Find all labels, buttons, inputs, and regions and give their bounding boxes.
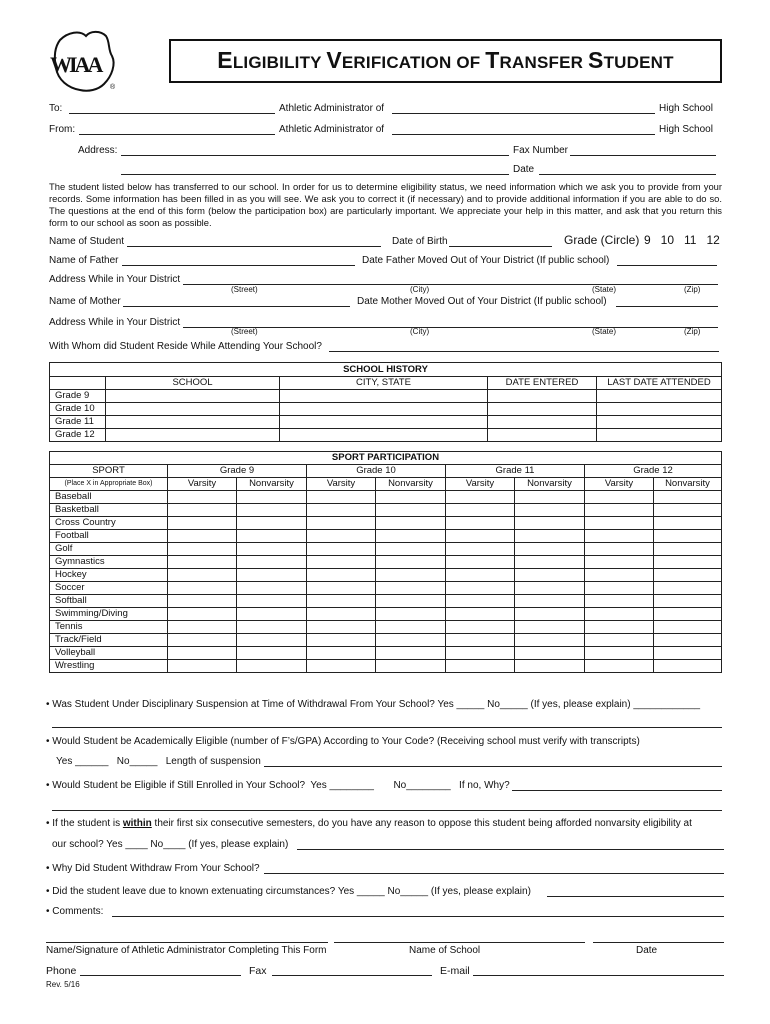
- sport-checkbox-cell[interactable]: [307, 517, 376, 530]
- grade-12-header: Grade 12: [585, 465, 722, 478]
- history-row-label: Grade 12: [50, 429, 106, 442]
- sport-name: Track/Field: [50, 634, 168, 647]
- sport-checkbox-cell[interactable]: [446, 608, 515, 621]
- question-nonvarsity-yes-no: our school? Yes ____ No____ (If yes, please explain): [52, 839, 289, 850]
- father-moved-field[interactable]: [617, 265, 717, 266]
- phone-label: Phone: [46, 965, 77, 977]
- sport-checkbox-cell[interactable]: [515, 504, 585, 517]
- history-cell[interactable]: [280, 416, 488, 429]
- mother-field[interactable]: [123, 306, 350, 307]
- to-high-school-label: High School: [659, 103, 713, 114]
- sport-checkbox-cell[interactable]: [237, 608, 307, 621]
- question-suspension: • Was Student Under Disciplinary Suspension at Time of Withdrawal From Your School? Yes _____ No_____ (If yes, please explain) ____________: [46, 699, 701, 710]
- email-field[interactable]: [473, 975, 724, 976]
- date-label: Date: [513, 164, 535, 175]
- sport-checkbox-cell[interactable]: [307, 530, 376, 543]
- from-admin-label: Athletic Administrator of: [279, 124, 385, 135]
- from-high-school-label: High School: [659, 124, 713, 135]
- nonvarsity-header: Nonvarsity: [376, 478, 446, 491]
- history-cell[interactable]: [106, 403, 280, 416]
- logo-text: WIAA: [50, 52, 101, 77]
- sport-checkbox-cell[interactable]: [237, 595, 307, 608]
- sport-checkbox-cell[interactable]: [237, 530, 307, 543]
- eligible-why-field[interactable]: [512, 790, 722, 791]
- sport-checkbox-cell[interactable]: [376, 582, 446, 595]
- sport-checkbox-cell[interactable]: [307, 647, 376, 660]
- sport-checkbox-cell[interactable]: [585, 491, 654, 504]
- sport-checkbox-cell[interactable]: [168, 517, 237, 530]
- mother-label: Name of Mother: [49, 296, 121, 307]
- sport-checkbox-cell[interactable]: [446, 556, 515, 569]
- zip-sub-1: (Zip): [684, 285, 701, 294]
- sport-checkbox-cell[interactable]: [515, 608, 585, 621]
- sport-checkbox-cell[interactable]: [515, 582, 585, 595]
- sport-checkbox-cell[interactable]: [237, 621, 307, 634]
- sport-checkbox-cell[interactable]: [376, 647, 446, 660]
- sport-checkbox-cell[interactable]: [168, 569, 237, 582]
- table-row: [50, 530, 722, 543]
- varsity-header: Varsity: [168, 478, 237, 491]
- intro-paragraph: The student listed below has transferred to our school. In order for us to determine eligibility status, we need information which we ask you to provide from your records. Some information has been filled in as you will see. We ask you to correct it (if necessary) and to provide additional information if you are able to do so. The questions at the end of this form (below the participation box) are particularly important. We appreciate your help in this matter, and ask that you return this form to our school as soon as possible.: [49, 181, 722, 228]
- sport-checkbox-cell[interactable]: [446, 569, 515, 582]
- sport-checkbox-cell[interactable]: [168, 582, 237, 595]
- history-cell[interactable]: [280, 390, 488, 403]
- table-row: [50, 621, 722, 634]
- sport-checkbox-cell[interactable]: [307, 491, 376, 504]
- table-row: [50, 390, 722, 403]
- question-withdraw: • Why Did Student Withdraw From Your School?: [46, 863, 260, 874]
- history-col-school: SCHOOL: [106, 377, 280, 390]
- sport-checkbox-cell[interactable]: [376, 660, 446, 673]
- history-cell[interactable]: [488, 403, 597, 416]
- table-row: [50, 403, 722, 416]
- sport-participation-table: [49, 451, 722, 673]
- grade-options[interactable]: 9 10 11 12: [644, 233, 720, 247]
- varsity-header: Varsity: [585, 478, 654, 491]
- sport-checkbox-cell[interactable]: [654, 530, 722, 543]
- sport-name: Volleyball: [50, 647, 168, 660]
- reside-field[interactable]: [329, 351, 719, 352]
- sport-checkbox-cell[interactable]: [446, 621, 515, 634]
- sport-checkbox-cell[interactable]: [654, 634, 722, 647]
- sport-checkbox-cell[interactable]: [585, 517, 654, 530]
- school-history-table: [49, 362, 722, 442]
- sport-checkbox-cell[interactable]: [237, 582, 307, 595]
- sport-checkbox-cell[interactable]: [168, 556, 237, 569]
- history-row-label: Grade 11: [50, 416, 106, 429]
- sport-name: Baseball: [50, 491, 168, 504]
- table-row: [50, 517, 722, 530]
- sport-checkbox-cell[interactable]: [376, 530, 446, 543]
- sport-name: Cross Country: [50, 517, 168, 530]
- city-sub-1: (City): [410, 285, 430, 294]
- sport-checkbox-cell[interactable]: [654, 504, 722, 517]
- grade-9-header: Grade 9: [168, 465, 307, 478]
- to-admin-label: Athletic Administrator of: [279, 103, 385, 114]
- state-sub-2: (State): [592, 327, 617, 336]
- sport-name: Soccer: [50, 582, 168, 595]
- revision-label: Rev. 5/16: [46, 980, 80, 989]
- sport-checkbox-cell[interactable]: [654, 569, 722, 582]
- sport-checkbox-cell[interactable]: [515, 595, 585, 608]
- school-name-field[interactable]: [334, 942, 585, 943]
- to-school-field[interactable]: [392, 113, 655, 114]
- sport-name: Wrestling: [50, 660, 168, 673]
- question-academic-yes-no: Yes ______ No_____ Length of suspension: [56, 756, 261, 767]
- sport-checkbox-cell[interactable]: [654, 660, 722, 673]
- date-field[interactable]: [539, 174, 716, 175]
- table-row: [50, 608, 722, 621]
- from-label: From:: [49, 124, 76, 135]
- sport-name: Gymnastics: [50, 556, 168, 569]
- sport-checkbox-cell[interactable]: [585, 621, 654, 634]
- sport-checkbox-cell[interactable]: [515, 647, 585, 660]
- history-cell[interactable]: [280, 403, 488, 416]
- sport-name: Football: [50, 530, 168, 543]
- sport-checkbox-cell[interactable]: [515, 569, 585, 582]
- sport-checkbox-cell[interactable]: [376, 556, 446, 569]
- sport-checkbox-cell[interactable]: [446, 517, 515, 530]
- sport-checkbox-cell[interactable]: [168, 543, 237, 556]
- sport-checkbox-cell[interactable]: [515, 556, 585, 569]
- sport-checkbox-cell[interactable]: [376, 569, 446, 582]
- sport-checkbox-cell[interactable]: [237, 569, 307, 582]
- sport-checkbox-cell[interactable]: [585, 543, 654, 556]
- sport-header: SPORT: [50, 465, 168, 478]
- mother-moved-field[interactable]: [616, 306, 718, 307]
- sport-checkbox-cell[interactable]: [307, 543, 376, 556]
- table-row: [50, 634, 722, 647]
- sport-checkbox-cell[interactable]: [654, 517, 722, 530]
- history-col-entered: DATE ENTERED: [488, 377, 597, 390]
- table-row: [50, 569, 722, 582]
- sport-checkbox-cell[interactable]: [237, 556, 307, 569]
- sport-checkbox-cell[interactable]: [376, 621, 446, 634]
- sport-checkbox-cell[interactable]: [237, 504, 307, 517]
- history-cell[interactable]: [597, 416, 722, 429]
- sport-checkbox-cell[interactable]: [585, 530, 654, 543]
- nonvarsity-explain-field[interactable]: [297, 849, 724, 850]
- sport-checkbox-cell[interactable]: [515, 660, 585, 673]
- sport-checkbox-cell[interactable]: [237, 647, 307, 660]
- table-row: [50, 582, 722, 595]
- history-cell[interactable]: [597, 390, 722, 403]
- sport-checkbox-cell[interactable]: [376, 595, 446, 608]
- sport-checkbox-cell[interactable]: [168, 595, 237, 608]
- street-sub-2: (Street): [231, 327, 258, 336]
- student-name-field[interactable]: [127, 246, 381, 247]
- sport-name: Golf: [50, 543, 168, 556]
- sport-checkbox-cell[interactable]: [237, 660, 307, 673]
- sport-checkbox-cell[interactable]: [168, 634, 237, 647]
- sport-checkbox-cell[interactable]: [654, 608, 722, 621]
- sport-checkbox-cell[interactable]: [376, 608, 446, 621]
- sport-checkbox-cell[interactable]: [376, 491, 446, 504]
- mother-moved-label: Date Mother Moved Out of Your District (If public school): [357, 296, 607, 307]
- dob-field[interactable]: [449, 246, 552, 247]
- suspension-length-field[interactable]: [264, 766, 722, 767]
- sport-checkbox-cell[interactable]: [237, 491, 307, 504]
- history-col-city: CITY, STATE: [280, 377, 488, 390]
- sport-checkbox-cell[interactable]: [446, 582, 515, 595]
- sport-checkbox-cell[interactable]: [307, 504, 376, 517]
- sport-checkbox-cell[interactable]: [654, 543, 722, 556]
- q4-pre: • If the student is: [46, 818, 123, 829]
- signature-date-field[interactable]: [593, 942, 724, 943]
- sport-checkbox-cell[interactable]: [515, 621, 585, 634]
- student-name-label: Name of Student: [49, 236, 125, 247]
- table-row: [50, 416, 722, 429]
- title-box: [169, 39, 722, 83]
- sport-rows: [50, 491, 722, 673]
- sport-checkbox-cell[interactable]: [446, 530, 515, 543]
- sport-checkbox-cell[interactable]: [585, 582, 654, 595]
- signature-label: Name/Signature of Athletic Administrator Completing This Form: [46, 945, 327, 956]
- sport-checkbox-cell[interactable]: [515, 543, 585, 556]
- sport-checkbox-cell[interactable]: [654, 582, 722, 595]
- sport-checkbox-cell[interactable]: [376, 517, 446, 530]
- sport-checkbox-cell[interactable]: [446, 504, 515, 517]
- fax-number-label: Fax Number: [513, 145, 569, 156]
- sport-checkbox-cell[interactable]: [446, 595, 515, 608]
- sport-checkbox-cell[interactable]: [446, 647, 515, 660]
- sport-checkbox-cell[interactable]: [307, 608, 376, 621]
- sport-checkbox-cell[interactable]: [585, 556, 654, 569]
- signature-field[interactable]: [46, 942, 328, 943]
- history-row-label: Grade 10: [50, 403, 106, 416]
- sport-checkbox-cell[interactable]: [376, 504, 446, 517]
- sport-checkbox-cell[interactable]: [307, 569, 376, 582]
- place-x-note: (Place X in Appropriate Box): [50, 478, 168, 491]
- table-row: [50, 647, 722, 660]
- varsity-header: Varsity: [446, 478, 515, 491]
- history-cell[interactable]: [280, 429, 488, 442]
- sport-checkbox-cell[interactable]: [515, 530, 585, 543]
- sport-checkbox-cell[interactable]: [446, 634, 515, 647]
- sport-checkbox-cell[interactable]: [585, 569, 654, 582]
- sport-checkbox-cell[interactable]: [307, 595, 376, 608]
- history-cell[interactable]: [106, 429, 280, 442]
- history-cell[interactable]: [106, 390, 280, 403]
- question-eligible: • Would Student be Eligible if Still Enrolled in Your School? Yes ________ No________ If no, Why?: [46, 780, 510, 791]
- table-row: [50, 491, 722, 504]
- sport-checkbox-cell[interactable]: [654, 556, 722, 569]
- comments-label: • Comments:: [46, 906, 104, 917]
- father-moved-label: Date Father Moved Out of Your District (If public school): [362, 255, 610, 266]
- history-cell[interactable]: [597, 429, 722, 442]
- page-title: ELIGIBILITY VERIFICATION OF TRANSFER STUDENT: [217, 47, 674, 73]
- sport-checkbox-cell[interactable]: [585, 634, 654, 647]
- grade-11-header: Grade 11: [446, 465, 585, 478]
- sport-checkbox-cell[interactable]: [654, 621, 722, 634]
- question-nonvarsity: [46, 818, 692, 830]
- sport-checkbox-cell[interactable]: [446, 491, 515, 504]
- sport-checkbox-cell[interactable]: [585, 595, 654, 608]
- sport-participation-title: SPORT PARTICIPATION: [50, 452, 722, 465]
- state-sub-1: (State): [592, 285, 617, 294]
- sport-name: Softball: [50, 595, 168, 608]
- father-label: Name of Father: [49, 255, 119, 266]
- sport-checkbox-cell[interactable]: [307, 556, 376, 569]
- eligible-why-field-2[interactable]: [52, 810, 722, 811]
- from-school-field[interactable]: [392, 134, 655, 135]
- sport-checkbox-cell[interactable]: [515, 634, 585, 647]
- sport-checkbox-cell[interactable]: [446, 660, 515, 673]
- city-sub-2: (City): [410, 327, 430, 336]
- sport-checkbox-cell[interactable]: [376, 543, 446, 556]
- question-academic: • Would Student be Academically Eligible (number of F’s/GPA) According to Your Code? (Receiving school must verify with transcripts): [46, 736, 640, 747]
- address-label: Address:: [78, 145, 118, 156]
- signature-date-label: Date: [636, 945, 658, 956]
- table-row: [50, 429, 722, 442]
- q4-post: their first six consecutive semesters, do you have any reason to oppose this student being afforded nonvarsity eligibility at: [151, 818, 692, 829]
- history-cell[interactable]: [488, 416, 597, 429]
- question-extenuating: • Did the student leave due to known extenuating circumstances? Yes _____ No_____ (If yes, please explain): [46, 886, 531, 897]
- table-row: [50, 556, 722, 569]
- sport-checkbox-cell[interactable]: [168, 608, 237, 621]
- sport-checkbox-cell[interactable]: [515, 491, 585, 504]
- sport-name: Basketball: [50, 504, 168, 517]
- sport-checkbox-cell[interactable]: [446, 543, 515, 556]
- history-cell[interactable]: [597, 403, 722, 416]
- phone-field[interactable]: [80, 975, 241, 976]
- sport-checkbox-cell[interactable]: [585, 504, 654, 517]
- sport-checkbox-cell[interactable]: [376, 634, 446, 647]
- sport-name: Tennis: [50, 621, 168, 634]
- table-row: [50, 504, 722, 517]
- school-history-title: SCHOOL HISTORY: [50, 363, 722, 377]
- varsity-header: Varsity: [307, 478, 376, 491]
- sport-checkbox-cell[interactable]: [237, 543, 307, 556]
- to-field[interactable]: [69, 113, 275, 114]
- address-district-label-2: Address While in Your District: [49, 317, 181, 328]
- sport-checkbox-cell[interactable]: [168, 491, 237, 504]
- registered-mark: ®: [110, 84, 116, 91]
- sport-checkbox-cell[interactable]: [307, 582, 376, 595]
- sport-checkbox-cell[interactable]: [168, 621, 237, 634]
- sport-checkbox-cell[interactable]: [168, 530, 237, 543]
- school-name-label: Name of School: [409, 945, 481, 956]
- sport-checkbox-cell[interactable]: [654, 595, 722, 608]
- address-field-2[interactable]: [121, 174, 509, 175]
- history-cell[interactable]: [488, 429, 597, 442]
- sport-checkbox-cell[interactable]: [237, 517, 307, 530]
- history-col-last: LAST DATE ATTENDED: [597, 377, 722, 390]
- fax-field[interactable]: [272, 975, 432, 976]
- history-cell[interactable]: [106, 416, 280, 429]
- sport-checkbox-cell[interactable]: [654, 491, 722, 504]
- grade-circle-label: Grade (Circle): [564, 233, 640, 247]
- sport-checkbox-cell[interactable]: [307, 621, 376, 634]
- from-field[interactable]: [79, 134, 275, 135]
- street-sub-1: (Street): [231, 285, 258, 294]
- sport-checkbox-cell[interactable]: [237, 634, 307, 647]
- table-row: [50, 595, 722, 608]
- sport-checkbox-cell[interactable]: [307, 660, 376, 673]
- sport-checkbox-cell[interactable]: [168, 647, 237, 660]
- history-cell[interactable]: [488, 390, 597, 403]
- father-field[interactable]: [122, 265, 355, 266]
- to-label: To:: [49, 103, 63, 114]
- sport-checkbox-cell[interactable]: [515, 517, 585, 530]
- address-field[interactable]: [121, 155, 509, 156]
- address-district-field-1[interactable]: [183, 284, 718, 285]
- comments-field[interactable]: [112, 916, 724, 917]
- sport-checkbox-cell[interactable]: [307, 634, 376, 647]
- reside-label: With Whom did Student Reside While Attending Your School?: [49, 341, 322, 352]
- history-row-label: Grade 9: [50, 390, 106, 403]
- nonvarsity-header: Nonvarsity: [654, 478, 722, 491]
- extenuating-field[interactable]: [547, 896, 724, 897]
- sport-checkbox-cell[interactable]: [168, 660, 237, 673]
- table-row: [50, 660, 722, 673]
- nonvarsity-header: Nonvarsity: [237, 478, 307, 491]
- sport-checkbox-cell[interactable]: [585, 608, 654, 621]
- sport-checkbox-cell[interactable]: [654, 647, 722, 660]
- sport-name: Swimming/Diving: [50, 608, 168, 621]
- dob-label: Date of Birth: [392, 236, 448, 247]
- withdraw-field[interactable]: [264, 873, 724, 874]
- q4-emphasis: within: [122, 818, 152, 829]
- history-blank-header: [50, 377, 106, 390]
- fax-label: Fax: [249, 965, 267, 977]
- table-row: [50, 543, 722, 556]
- nonvarsity-header: Nonvarsity: [515, 478, 585, 491]
- address-district-field-2[interactable]: [183, 327, 718, 328]
- grade-10-header: Grade 10: [307, 465, 446, 478]
- fax-number-field[interactable]: [570, 155, 716, 156]
- address-district-label-1: Address While in Your District: [49, 274, 181, 285]
- sport-checkbox-cell[interactable]: [585, 660, 654, 673]
- email-label: E-mail: [440, 965, 470, 977]
- zip-sub-2: (Zip): [684, 327, 701, 336]
- sport-checkbox-cell[interactable]: [168, 504, 237, 517]
- sport-checkbox-cell[interactable]: [585, 647, 654, 660]
- sport-name: Hockey: [50, 569, 168, 582]
- suspension-explain-field[interactable]: [52, 727, 722, 728]
